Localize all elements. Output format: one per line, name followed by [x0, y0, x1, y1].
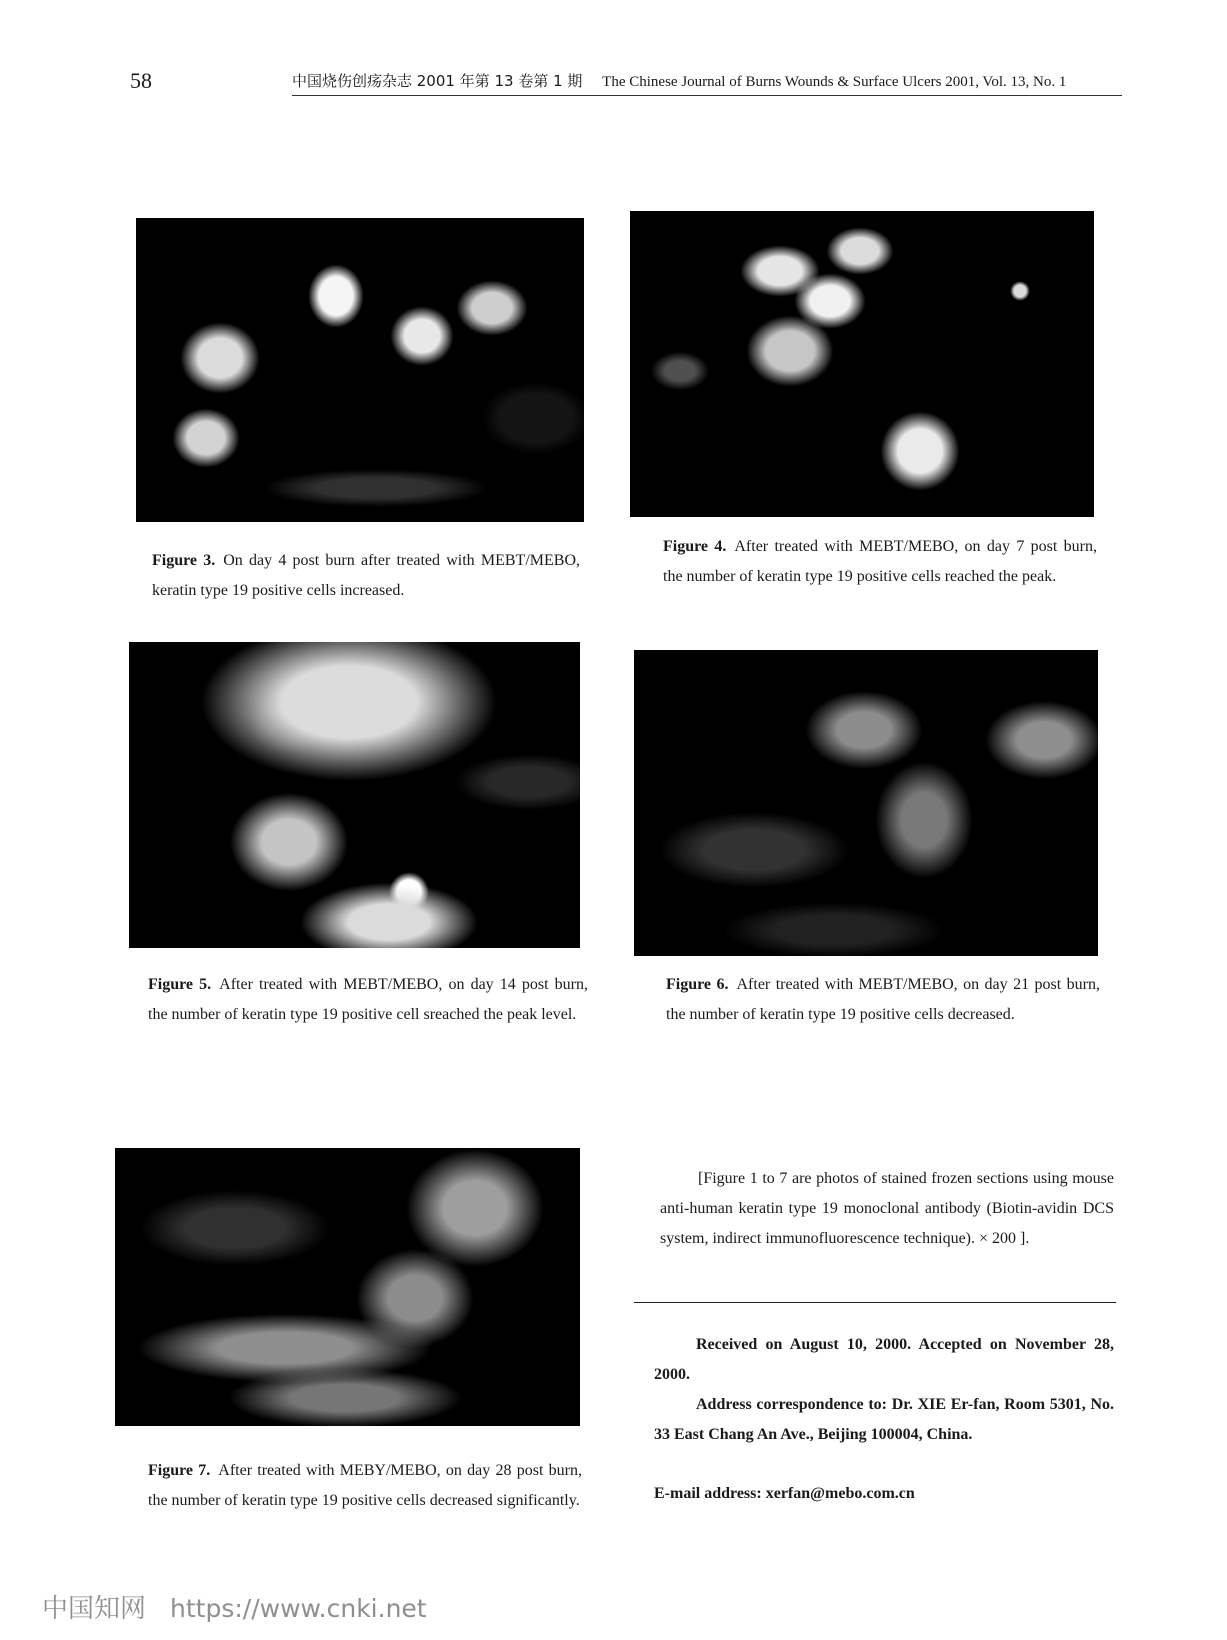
running-header — [292, 70, 1122, 96]
journal-title-en: The Chinese Journal of Burns Wounds & Surface Ulcers 2001, Vol. 13, No. 1 — [602, 74, 1067, 90]
watermark-url: https://www.cnki.net — [170, 1594, 427, 1623]
figure-label: Figure 6. — [666, 976, 729, 993]
figure-label: Figure 5. — [148, 976, 212, 993]
figure-6-image — [634, 650, 1098, 956]
figure-5-image — [129, 642, 580, 948]
figure-3-image — [136, 218, 584, 522]
figure-label: Figure 4. — [663, 538, 727, 555]
caption-text: On day 4 post burn after treated with MEBT/MEBO, keratin type 19 positive cells increased. — [152, 552, 581, 599]
caption-text: After treated with MEBT/MEBO, on day 7 post burn, the number of keratin type 19 positive cells reached the peak. — [663, 538, 1098, 585]
figure-3-caption — [152, 546, 580, 606]
figure-label: Figure 3. — [152, 552, 216, 569]
page-number: 58 — [130, 68, 152, 93]
section-divider — [634, 1302, 1116, 1303]
journal-title-cn: 中国烧伤创疡杂志 2001 年第 13 卷第 1 期 — [292, 72, 583, 90]
email-address: E-mail address: xerfan@mebo.com.cn — [654, 1485, 915, 1502]
received-dates: Received on August 10, 2000. Accepted on November 28, 2000. — [654, 1336, 1114, 1383]
correspondence-address: Address correspondence to: Dr. XIE Er-fan, Room 5301, No. 33 East Chang An Ave., Beijing 100004, China. — [654, 1396, 1114, 1443]
figure-7-image — [115, 1148, 580, 1426]
figure-7-caption — [148, 1456, 582, 1516]
figure-label: Figure 7. — [148, 1462, 211, 1479]
watermark-brand: 中国知网 — [42, 1594, 147, 1624]
figure-methods-note: [Figure 1 to 7 are photos of stained frozen sections using mouse anti-human keratin type 19 monoclonal antibody (Biotin-avidin DCS system, indirect immunofluorescence technique). × 200 ]. — [660, 1170, 1114, 1247]
figure-6-caption — [666, 970, 1100, 1030]
cnki-watermark — [42, 1588, 427, 1625]
caption-text: After treated with MEBT/MEBO, on day 14 post burn, the number of keratin type 19 positive cell sreached the peak level. — [148, 976, 589, 1023]
caption-text: After treated with MEBY/MEBO, on day 28 post burn, the number of keratin type 19 positive cells decreased significantly. — [148, 1462, 582, 1509]
caption-text: After treated with MEBT/MEBO, on day 21 post burn, the number of keratin type 19 positive cells decreased. — [666, 976, 1100, 1023]
figure-4-image — [630, 211, 1094, 517]
figure-4-caption — [663, 532, 1097, 592]
figure-5-caption — [148, 970, 588, 1030]
